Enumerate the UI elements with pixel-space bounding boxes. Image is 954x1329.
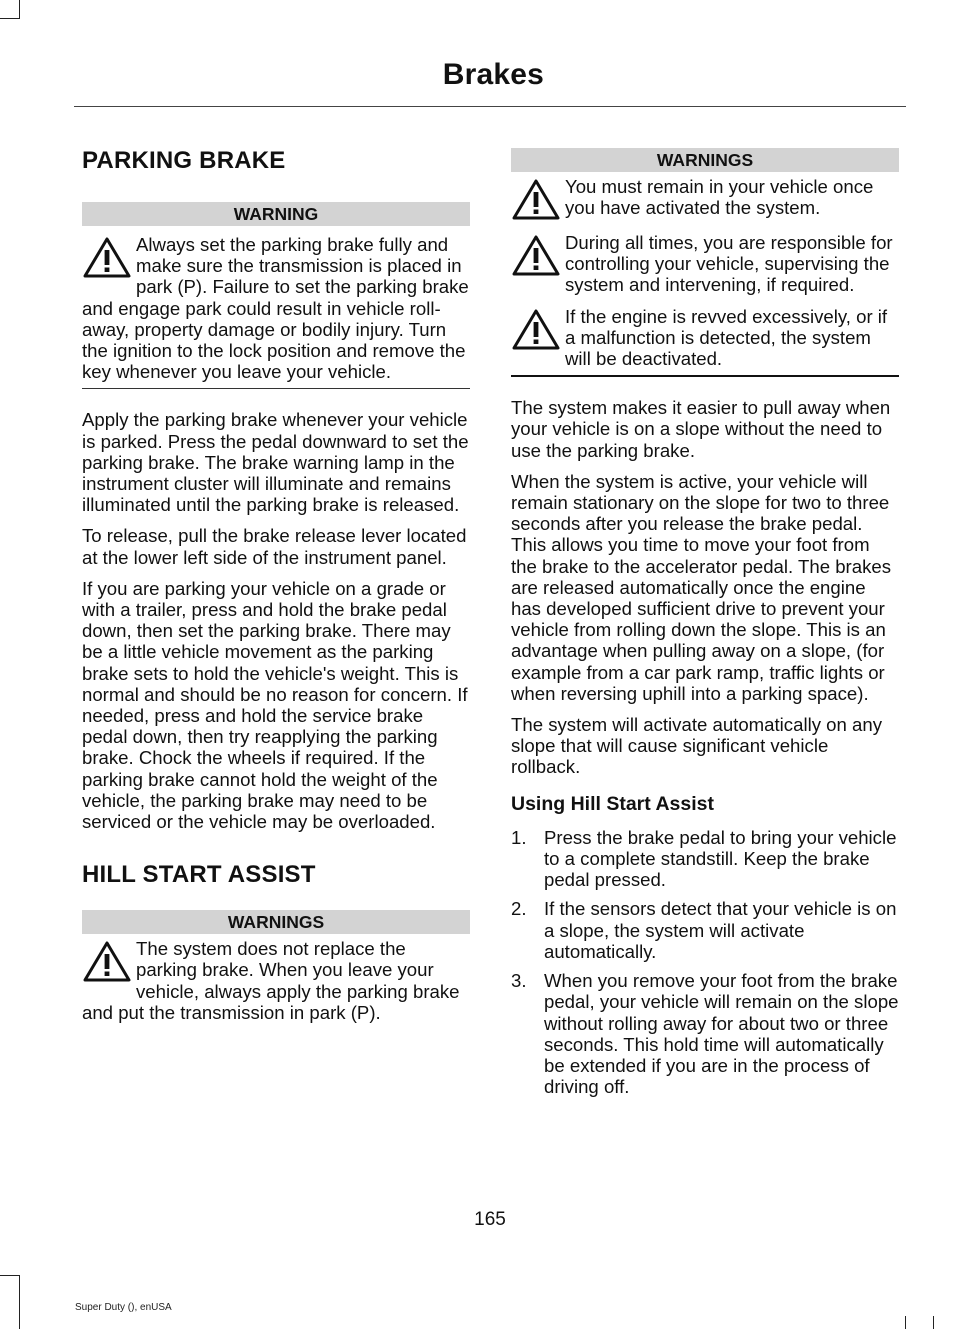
warning-item — [511, 306, 899, 370]
paragraph: The system makes it easier to pull away when your vehicle is on a slope without the need to use the parking brake. — [511, 397, 891, 461]
header-divider — [74, 106, 906, 107]
hill-warnings-label: WARNINGS — [82, 910, 470, 934]
parking-warning — [82, 234, 470, 382]
crop-mark-bottom-right — [933, 1316, 934, 1329]
parking-warning-text: Always set the parking brake fully and make sure the transmission is placed in park (P). Failure to set the parking brake and engage park could result in vehicle roll-away, property damage or bodily injury. Turn the ignition to the lock position and remove the key whenever you leave your vehicle. — [82, 234, 469, 383]
warning-text: During all times, you are responsible for controlling your vehicle, supervising the system and intervening, if required. — [565, 232, 893, 296]
warning-item — [511, 176, 899, 222]
step-number: 3. — [511, 970, 527, 992]
step-text: Press the brake pedal to bring your vehicle to a complete standstill. Keep the brake pedal pressed. — [544, 826, 897, 891]
paragraph: To release, pull the brake release lever located at the lower left side of the instrument panel. — [82, 525, 467, 568]
list-item — [511, 898, 899, 962]
warning-text: You must remain in your vehicle once you have activated the system. — [565, 176, 874, 219]
crop-mark-bottom-left — [0, 1275, 19, 1276]
page-number: 165 — [474, 1209, 506, 1230]
paragraph: Apply the parking brake whenever your vehicle is parked. Press the pedal downward to set the parking brake. The brake warning lamp in the instrument cluster will illuminate and remains illuminated until the parking brake is released. — [82, 409, 469, 516]
parking-warning-label: WARNING — [82, 202, 470, 226]
step-text: If the sensors detect that your vehicle is on a slope, the system will activate automatically. — [544, 898, 897, 962]
document-label: Super Duty (), enUSA — [75, 1302, 172, 1313]
paragraph: If you are parking your vehicle on a grade or with a trailer, press and hold the brake pedal down, then set the parking brake. There may be a little vehicle movement as the parking brake sets to hold the vehicle's weight. This is normal and should be no reason for concern. If needed, press and hold the service brake pedal down, then try reapplying the parking brake. Chock the wheels if required. If the parking brake cannot hold the weight of the vehicle, the parking brake may need to be serviced or the vehicle may be overloaded. — [82, 577, 468, 833]
warning-triangle-icon — [511, 178, 561, 222]
step-text: When you remove your foot from the brake pedal, your vehicle will remain on the slope without rolling away for about two or three seconds. This hold time will automatically be extended if you are in the process of driving off. — [544, 970, 899, 1098]
step-number: 1. — [511, 826, 527, 848]
list-item — [511, 970, 899, 1097]
paragraph: When the system is active, your vehicle will remain stationary on the slope for two to three seconds after you release the brake pedal. This allows you time to move your foot from the brake to the accelerator pedal. The brakes are released automatically once the engine has developed sufficient drive to prevent your vehicle from rolling down the slope. This is an advantage when pulling away on a slope, (for example from a car park ramp, traffic lights or when reversing uphill into a parking space). — [511, 470, 892, 704]
warning-divider — [82, 388, 470, 389]
crop-mark-bottom-left — [19, 1275, 20, 1329]
crop-mark-bottom-right — [905, 1316, 906, 1329]
crop-mark-top-left — [0, 18, 19, 19]
left-column — [82, 146, 470, 1033]
steps-list — [511, 827, 899, 1097]
page-title: Brakes — [442, 58, 544, 91]
paragraph: The system will activate automatically on any slope that will cause significant vehicle rollback. — [511, 714, 882, 778]
warning-triangle-icon — [82, 940, 132, 984]
step-number: 2. — [511, 898, 527, 920]
parking-brake-heading: PARKING BRAKE — [82, 147, 286, 174]
warning-divider — [511, 375, 899, 377]
warning-triangle-icon — [511, 308, 561, 352]
hill-warning — [82, 938, 470, 1023]
warning-text: If the engine is revved excessively, or if a malfunction is detected, the system will be deactivated. — [565, 305, 888, 370]
right-warnings-label: WARNINGS — [511, 148, 899, 172]
warning-triangle-icon — [511, 234, 561, 278]
warning-triangle-icon — [82, 236, 132, 280]
warning-item — [511, 232, 899, 296]
using-hill-start-assist-heading: Using Hill Start Assist — [511, 792, 714, 815]
hill-start-assist-heading: HILL START ASSIST — [82, 861, 316, 889]
hill-warning-text: The system does not replace the parking brake. When you leave your vehicle, always apply the parking brake and put the transmission in park (P). — [82, 938, 460, 1023]
list-item — [511, 827, 899, 891]
right-column — [511, 148, 899, 1105]
crop-mark-top-left — [19, 0, 20, 19]
